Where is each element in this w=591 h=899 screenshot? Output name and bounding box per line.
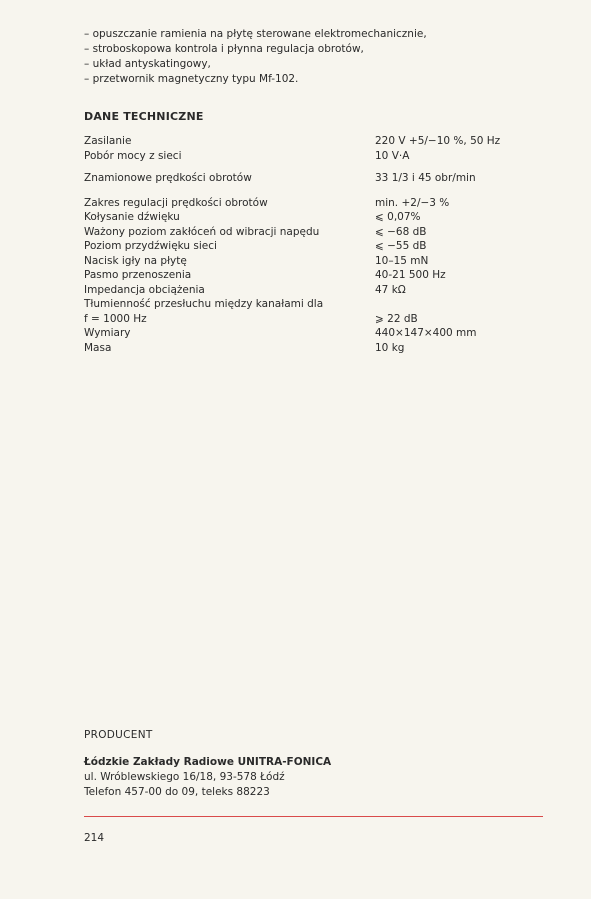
spec-label: Kołysanie dźwięku — [84, 211, 180, 223]
spec-row — [84, 326, 504, 341]
feature-item: – stroboskopowa kontrola i płynna regulacja obrotów, — [84, 42, 427, 57]
spec-label: Pasmo przenoszenia — [84, 269, 192, 281]
spec-value: 440×147×400 mm — [375, 327, 477, 339]
section-title: DANE TECHNICZNE — [84, 110, 204, 123]
feature-item: – układ antyskatingowy, — [84, 57, 427, 72]
spec-label: Nacisk igły na płytę — [84, 254, 187, 267]
spec-row — [84, 171, 504, 186]
spec-row — [84, 134, 504, 149]
spec-value: 47 kΩ — [375, 283, 406, 296]
spec-value: 10 kg — [375, 341, 405, 354]
spec-row — [84, 254, 504, 269]
page-number: 214 — [84, 832, 105, 844]
spec-value: ⩽ −68 dB — [375, 225, 427, 238]
footer-rule — [84, 816, 543, 817]
spec-row — [84, 297, 504, 326]
spec-value: ⩽ −55 dB — [375, 240, 427, 252]
spec-row — [84, 149, 504, 164]
spec-value: 220 V +5/−10 %, 50 Hz — [375, 135, 501, 147]
spec-label: Ważony poziom zakłóceń od wibracji napędu — [84, 225, 320, 238]
feature-item: – opuszczanie ramienia na płytę sterowane elektromechanicznie, — [84, 27, 427, 42]
spec-row — [84, 210, 504, 225]
spec-value: min. +2/−3 % — [375, 196, 450, 209]
spec-value: ⩾ 22 dB — [375, 312, 418, 325]
spec-label: Tłumienność przesłuchu między kanałami dla f = 1000 Hz — [84, 298, 324, 325]
spec-label: Masa — [84, 341, 112, 354]
spec-table — [84, 134, 504, 355]
spec-row — [84, 239, 504, 254]
producer-phone: Telefon 457-00 do 09, teleks 88223 — [84, 786, 270, 798]
spec-row — [84, 341, 504, 356]
spec-label: Zakres regulacji prędkości obrotów — [84, 196, 268, 209]
producer-address: ul. Wróblewskiego 16/18, 93-578 Łódź — [84, 771, 285, 783]
spec-label: Impedancja obciążenia — [84, 283, 205, 296]
spec-row — [84, 283, 504, 298]
spec-row — [84, 225, 504, 240]
feature-list — [84, 27, 427, 87]
producer-heading: PRODUCENT — [84, 729, 153, 741]
spec-row — [84, 268, 504, 283]
spec-value: 33 1/3 i 45 obr/min — [375, 172, 476, 184]
spec-label: Wymiary — [84, 327, 131, 339]
spec-value: 10 V·A — [375, 149, 410, 162]
feature-item: – przetwornik magnetyczny typu Mf-102. — [84, 72, 427, 87]
producer-company: Łódzkie Zakłady Radiowe UNITRA-FONICA — [84, 756, 332, 768]
spec-label: Zasilanie — [84, 135, 132, 147]
spec-value: 40-21 500 Hz — [375, 269, 446, 281]
spec-row — [84, 196, 504, 211]
spec-label: Pobór mocy z sieci — [84, 149, 182, 162]
spec-label: Znamionowe prędkości obrotów — [84, 172, 252, 184]
producer-block — [84, 755, 331, 800]
spec-value: 10–15 mN — [375, 254, 429, 267]
spec-value: ⩽ 0,07% — [375, 211, 421, 223]
spec-label: Poziom przydźwięku sieci — [84, 240, 217, 252]
